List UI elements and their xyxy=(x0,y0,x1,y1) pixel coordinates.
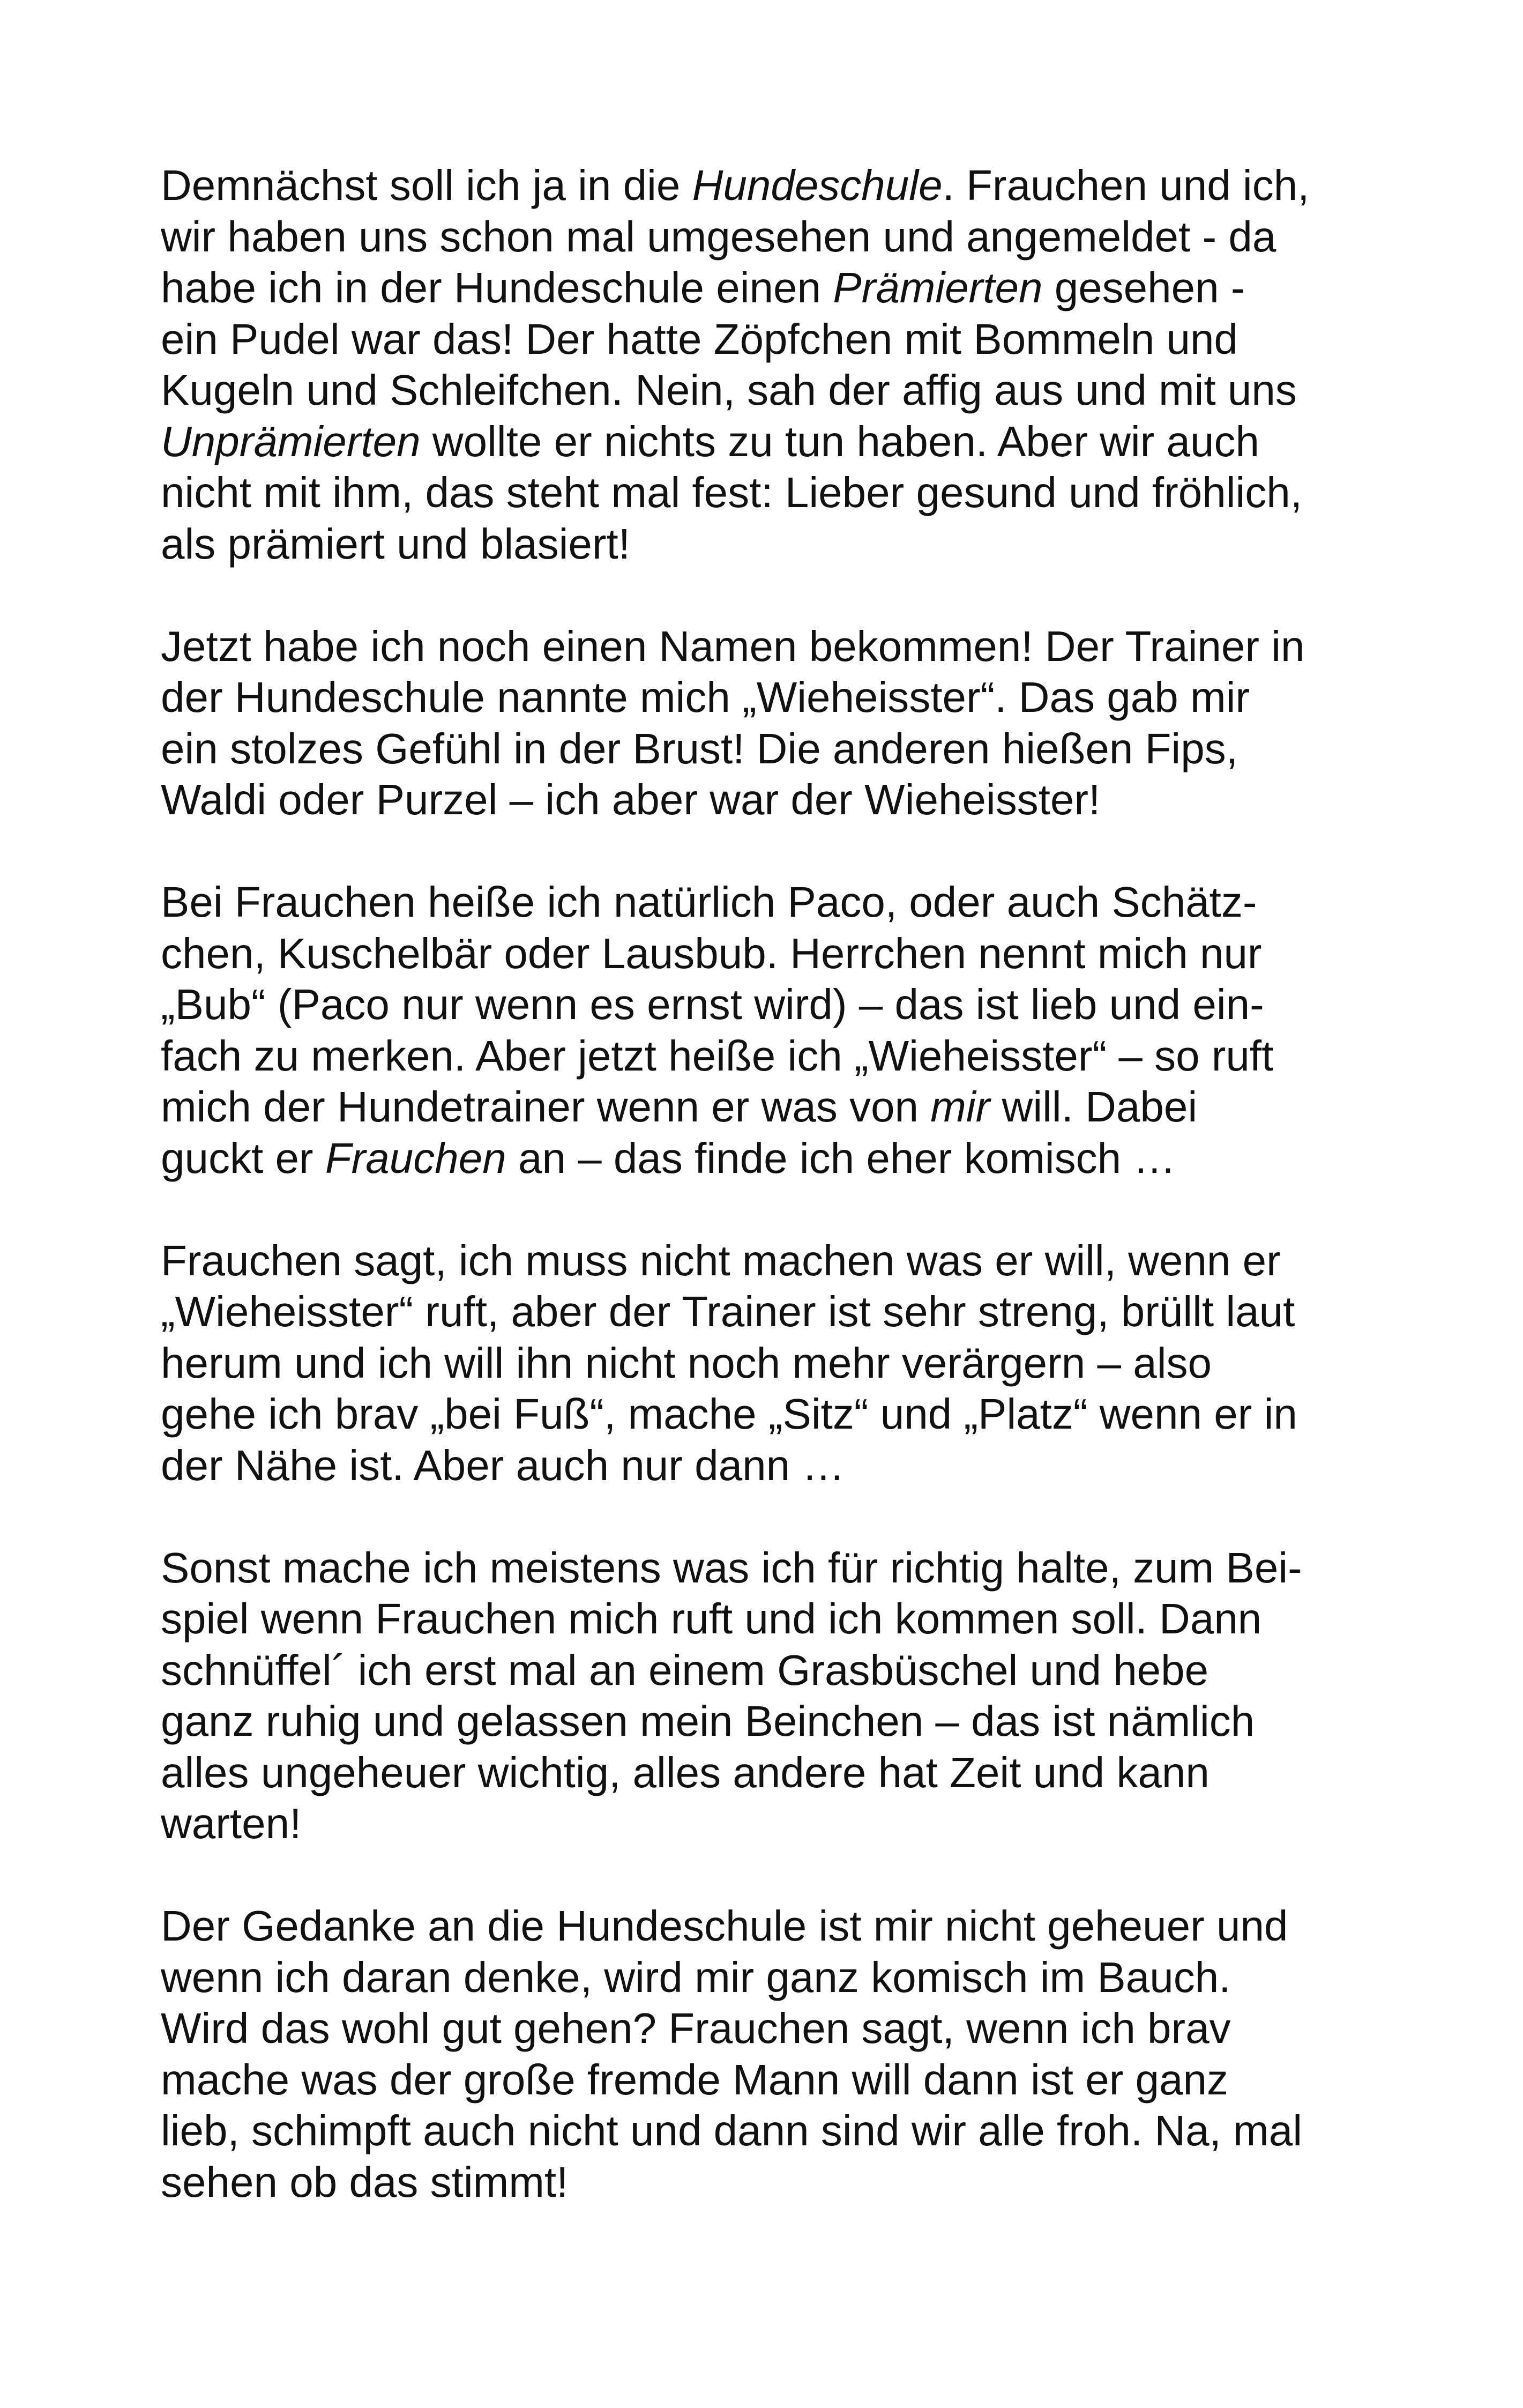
text-line xyxy=(161,416,1383,467)
text-run: ganz ruhig und gelassen mein Beinchen – das ist nämlich xyxy=(161,1697,1255,1745)
text-run: lieb, schimpft auch nicht und dann sind wir alle froh. Na, mal xyxy=(161,2107,1302,2154)
italic-text: Prämierten xyxy=(833,264,1043,311)
text-run: warten! xyxy=(161,1800,302,1847)
text-run: Bei Frauchen heiße ich natürlich Paco, oder auch Schätz- xyxy=(161,878,1257,926)
text-run: mich der Hundetrainer wenn er was von xyxy=(161,1083,931,1131)
text-line xyxy=(161,621,1383,672)
text-line xyxy=(161,1542,1383,1594)
italic-text: Unprämierten xyxy=(161,417,421,465)
text-run: der Hundeschule nannte mich „Wieheisster“. Das gab mir xyxy=(161,673,1250,721)
text-run: chen, Kuschelbär oder Lausbub. Herrchen nennt mich nur xyxy=(161,929,1262,977)
text-run: Demnächst soll ich ja in die xyxy=(161,161,692,209)
text-run: wenn ich daran denke, wird mir ganz komisch im Bauch. xyxy=(161,1953,1231,2001)
italic-text: mir xyxy=(930,1083,990,1131)
text-run: der Nähe ist. Aber auch nur dann … xyxy=(161,1441,845,1489)
text-run: herum und ich will ihn nicht noch mehr verärgern – also xyxy=(161,1339,1212,1387)
text-run: wollte er nichts zu tun haben. Aber wir auch xyxy=(420,417,1259,465)
text-line xyxy=(161,1747,1383,1798)
text-line xyxy=(161,1798,1383,1849)
text-run: Der Gedanke an die Hundeschule ist mir nicht geheuer und xyxy=(161,1902,1288,1950)
text-run: „Wieheisster“ ruft, aber der Trainer ist sehr streng, brüllt laut xyxy=(161,1288,1295,1335)
text-line xyxy=(161,1952,1383,2003)
text-line xyxy=(161,1388,1383,1440)
text-run: Frauchen sagt, ich muss nicht machen was er will, wenn er xyxy=(161,1236,1281,1284)
text-line xyxy=(161,2105,1383,2157)
text-run: Waldi oder Purzel – ich aber war der Wieheisster! xyxy=(161,776,1101,823)
text-line xyxy=(161,1696,1383,1747)
text-line xyxy=(161,262,1383,314)
text-line xyxy=(161,1900,1383,1952)
text-run: will. Dabei xyxy=(990,1083,1198,1131)
text-line xyxy=(161,2003,1383,2054)
text-run: schnüffel´ ich erst mal an einem Grasbüschel und hebe xyxy=(161,1646,1209,1694)
text-line xyxy=(161,979,1383,1030)
italic-text: Frauchen xyxy=(325,1134,506,1182)
text-run: sehen ob das stimmt! xyxy=(161,2158,569,2206)
text-run: alles ungeheuer wichtig, alles andere hat Zeit und kann xyxy=(161,1748,1210,1796)
text-line xyxy=(161,1133,1383,1184)
text-line xyxy=(161,876,1383,928)
text-line xyxy=(161,774,1383,826)
text-run: Wird das wohl gut gehen? Frauchen sagt, wenn ich brav xyxy=(161,2004,1231,2052)
text-line xyxy=(161,1645,1383,1696)
text-run: „Bub“ (Paco nur wenn es ernst wird) – das ist lieb und ein- xyxy=(161,980,1264,1028)
italic-text: Hundeschule xyxy=(692,161,943,209)
text-line xyxy=(161,2054,1383,2106)
text-line xyxy=(161,2157,1383,2208)
text-line xyxy=(161,928,1383,979)
text-line xyxy=(161,1235,1383,1287)
text-run: fach zu merken. Aber jetzt heiße ich „Wieheisster“ – so ruft xyxy=(161,1031,1274,1080)
paragraph xyxy=(161,876,1383,1184)
text-line xyxy=(161,1337,1383,1389)
text-run: gehe ich brav „bei Fuß“, mache „Sitz“ und „Platz“ wenn er in xyxy=(161,1390,1297,1438)
text-run: guckt er xyxy=(161,1134,325,1182)
paragraph xyxy=(161,1235,1383,1491)
text-line xyxy=(161,1030,1383,1082)
text-run: . Frauchen und ich, xyxy=(942,161,1310,209)
text-line xyxy=(161,672,1383,723)
text-run: habe ich in der Hundeschule einen xyxy=(161,264,833,311)
text-line xyxy=(161,365,1383,416)
text-run: nicht mit ihm, das steht mal fest: Lieber gesund und fröhlich, xyxy=(161,469,1302,516)
text-run: als prämiert und blasiert! xyxy=(161,519,630,568)
text-line xyxy=(161,1593,1383,1645)
text-run: gesehen - xyxy=(1042,264,1245,311)
text-run: Kugeln und Schleifchen. Nein, sah der affig aus und mit uns xyxy=(161,366,1297,414)
text-run: an – das finde ich eher komisch … xyxy=(506,1134,1176,1182)
text-run: ein stolzes Gefühl in der Brust! Die anderen hießen Fips, xyxy=(161,724,1238,772)
body-text xyxy=(161,160,1383,2259)
text-run: wir haben uns schon mal umgesehen und angemeldet - da xyxy=(161,212,1276,261)
paragraph xyxy=(161,160,1383,569)
text-line xyxy=(161,518,1383,570)
paragraph xyxy=(161,1900,1383,2208)
text-line xyxy=(161,160,1383,211)
text-line xyxy=(161,1081,1383,1133)
text-run: Sonst mache ich meistens was ich für richtig halte, zum Bei- xyxy=(161,1543,1302,1592)
text-line xyxy=(161,1440,1383,1491)
text-line xyxy=(161,211,1383,263)
text-run: spiel wenn Frauchen mich ruft und ich kommen soll. Dann xyxy=(161,1595,1262,1643)
text-run: ein Pudel war das! Der hatte Zöpfchen mit Bommeln und xyxy=(161,315,1238,363)
text-run: Jetzt habe ich noch einen Namen bekommen! Der Trainer in xyxy=(161,622,1305,670)
text-line xyxy=(161,1286,1383,1337)
text-run: mache was der große fremde Mann will dann ist er ganz xyxy=(161,2055,1229,2104)
text-line xyxy=(161,723,1383,775)
paragraph xyxy=(161,621,1383,826)
paragraph xyxy=(161,1542,1383,1849)
text-line xyxy=(161,314,1383,365)
text-line xyxy=(161,467,1383,518)
